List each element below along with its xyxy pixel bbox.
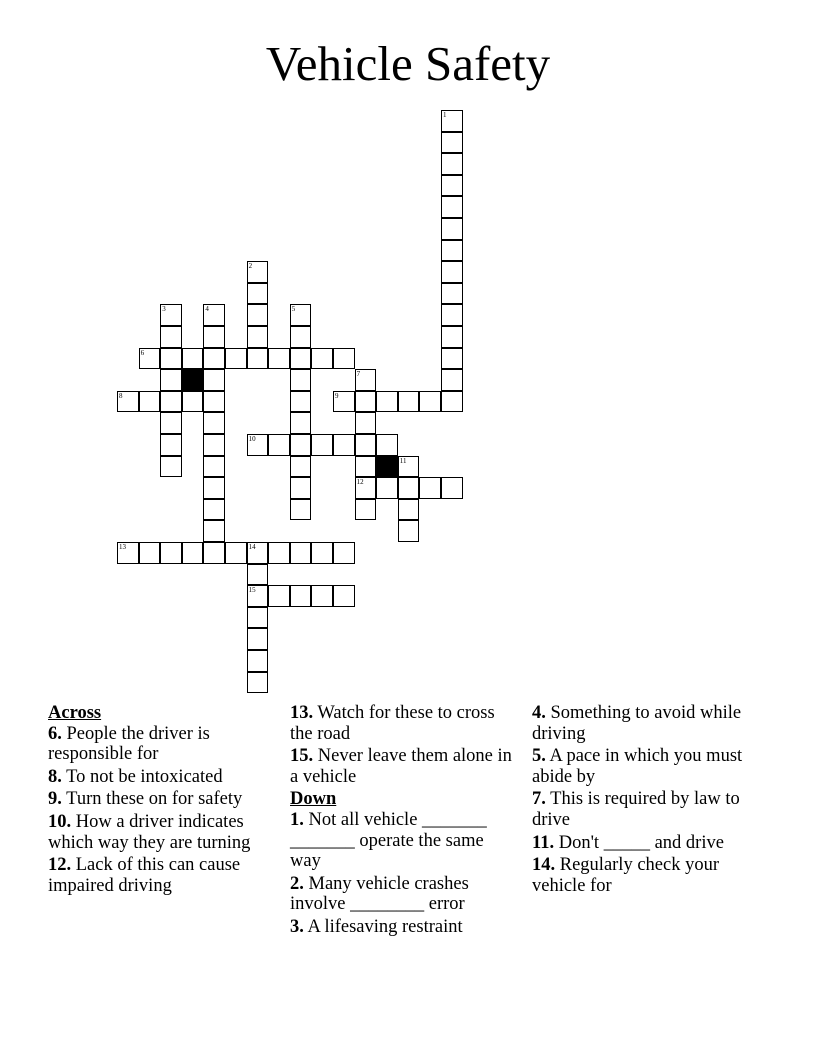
grid-cell[interactable] [333, 585, 355, 607]
cell-number: 1 [443, 111, 447, 119]
grid-cell[interactable] [160, 304, 182, 326]
cell-number: 13 [119, 543, 126, 551]
grid-cell[interactable] [333, 542, 355, 564]
grid-cell[interactable] [441, 218, 463, 240]
clue-item [290, 810, 515, 872]
clue-number: 14. [532, 855, 556, 876]
grid-cell[interactable] [333, 348, 355, 370]
grid-cell[interactable] [311, 434, 333, 456]
clue-number: 15. [290, 746, 314, 767]
grid-cell[interactable] [419, 477, 441, 499]
clue-number: 13. [290, 703, 314, 723]
clue-text: Lack of this can cause impaired driving [48, 855, 241, 896]
clue-item [48, 724, 273, 765]
grid-cell[interactable] [139, 391, 161, 413]
clue-item [48, 789, 273, 810]
grid-cell[interactable] [311, 585, 333, 607]
grid-cell[interactable] [160, 542, 182, 564]
clue-number: 12. [48, 855, 72, 876]
cell-number: 6 [140, 348, 145, 357]
cell-number: 3 [162, 305, 166, 314]
grid-cell[interactable] [203, 434, 225, 456]
grid-cell[interactable] [355, 369, 377, 391]
grid-cell[interactable] [139, 542, 161, 564]
grid-cell[interactable] [182, 391, 204, 413]
cell-number: 12 [356, 478, 364, 487]
cell-number: 8 [119, 391, 123, 400]
grid-cell[interactable] [160, 391, 182, 413]
grid-cell[interactable] [333, 391, 355, 413]
grid-cell[interactable] [290, 304, 312, 326]
clue-text: Many vehicle crashes involve ________ error [290, 873, 469, 915]
clue-item [290, 874, 515, 915]
grid-cell[interactable] [441, 304, 463, 326]
grid-cell[interactable] [355, 412, 377, 434]
clue-text: Regularly check your vehicle for [532, 855, 719, 896]
cell-number: 2 [248, 262, 253, 271]
grid-cell[interactable] [247, 607, 269, 629]
clue-text: Something to avoid while driving [532, 703, 742, 744]
clue-number: 4. [532, 703, 546, 723]
grid-cell[interactable] [355, 499, 377, 521]
clues-column-3 [532, 703, 757, 898]
grid-cell[interactable] [225, 348, 247, 370]
clue-number: 3. [290, 916, 304, 937]
grid-cell[interactable] [203, 477, 225, 499]
grid-cell[interactable] [247, 585, 269, 607]
clue-item [532, 703, 757, 744]
clue-text: A pace in which you must abide by [532, 746, 743, 787]
grid-cell[interactable] [117, 542, 139, 564]
clues-column-1 [48, 703, 273, 898]
grid-cell[interactable] [203, 326, 225, 348]
grid-cell[interactable] [182, 348, 204, 370]
clue-item [532, 746, 757, 787]
clue-text: How a driver indicates which way they are turning [48, 811, 251, 853]
grid-cell[interactable] [117, 391, 139, 413]
down-heading: Down [290, 789, 337, 810]
clue-item [532, 789, 757, 830]
grid-cell[interactable] [355, 434, 377, 456]
grid-cell[interactable] [203, 542, 225, 564]
grid-cell[interactable] [355, 477, 377, 499]
grid-cell[interactable] [160, 456, 182, 478]
grid-cell[interactable] [247, 434, 269, 456]
grid-cell[interactable] [268, 585, 290, 607]
clue-item [48, 767, 273, 788]
cell-number: 9 [335, 391, 339, 400]
clue-number: 5. [532, 746, 546, 767]
grid-cell[interactable] [225, 542, 247, 564]
clue-item [48, 855, 273, 896]
grid-cell[interactable] [376, 434, 398, 456]
grid-cell[interactable] [203, 499, 225, 521]
clue-text: Watch for these to cross the road [290, 703, 495, 744]
clue-text: This is required by law to drive [532, 789, 740, 830]
grid-cell[interactable] [441, 196, 463, 218]
grid-cell[interactable] [247, 326, 269, 348]
clue-number: 1. [290, 809, 304, 830]
cell-number: 11 [399, 456, 407, 465]
clue-text: Turn these on for safety [66, 789, 243, 810]
grid-cell[interactable] [160, 348, 182, 370]
grid-cell[interactable] [441, 240, 463, 262]
grid-cell[interactable] [203, 456, 225, 478]
black-cell [376, 456, 398, 478]
grid-cell[interactable] [268, 542, 290, 564]
grid-cell[interactable] [160, 412, 182, 434]
grid-cell[interactable] [441, 153, 463, 175]
clue-text: A lifesaving restraint [307, 916, 463, 937]
grid-cell[interactable] [247, 564, 269, 586]
clue-item [290, 703, 515, 744]
grid-cell[interactable] [398, 499, 420, 521]
clue-number: 8. [48, 766, 62, 787]
grid-cell[interactable] [203, 348, 225, 370]
grid-cell[interactable] [290, 348, 312, 370]
grid-cell[interactable] [290, 434, 312, 456]
clue-item [290, 746, 515, 787]
cell-number: 10 [248, 435, 256, 443]
grid-cell[interactable] [247, 542, 269, 564]
grid-cell[interactable] [203, 304, 225, 326]
cell-number: 15 [248, 586, 256, 595]
grid-cell[interactable] [441, 326, 463, 348]
black-cell [182, 369, 204, 391]
grid-cell[interactable] [290, 326, 312, 348]
clues-column-2 [290, 703, 515, 940]
clue-item [48, 812, 273, 853]
grid-cell[interactable] [441, 369, 463, 391]
grid-cell[interactable] [441, 110, 463, 132]
grid-cell[interactable] [398, 520, 420, 542]
clue-number: 6. [48, 723, 62, 744]
grid-cell[interactable] [160, 326, 182, 348]
grid-cell[interactable] [419, 391, 441, 413]
grid-cell[interactable] [247, 348, 269, 370]
grid-cell[interactable] [311, 542, 333, 564]
grid-cell[interactable] [290, 369, 312, 391]
grid-cell[interactable] [247, 304, 269, 326]
grid-cell[interactable] [290, 477, 312, 499]
grid-cell[interactable] [398, 456, 420, 478]
across-heading: Across [48, 703, 102, 723]
clue-text: To not be intoxicated [66, 766, 223, 787]
clue-text: Not all vehicle _______ _______ operate the same way [290, 809, 487, 872]
grid-cell[interactable] [290, 585, 312, 607]
grid-cell[interactable] [247, 650, 269, 672]
grid-cell[interactable] [139, 348, 161, 370]
grid-cell[interactable] [268, 348, 290, 370]
grid-cell[interactable] [203, 412, 225, 434]
grid-cell[interactable] [333, 434, 355, 456]
grid-cell[interactable] [203, 391, 225, 413]
clue-number: 10. [48, 811, 72, 832]
cell-number: 4 [205, 305, 209, 314]
grid-cell[interactable] [441, 348, 463, 370]
page-title: Vehicle Safety [265, 36, 551, 91]
grid-cell[interactable] [441, 261, 463, 283]
grid-cell[interactable] [441, 477, 463, 499]
grid-cell[interactable] [376, 477, 398, 499]
grid-cell[interactable] [398, 477, 420, 499]
clue-number: 9. [48, 789, 62, 810]
grid-cell[interactable] [290, 542, 312, 564]
grid-cell[interactable] [398, 391, 420, 413]
grid-cell[interactable] [247, 283, 269, 305]
grid-cell[interactable] [268, 434, 290, 456]
clue-text: People the driver is responsible for [48, 723, 210, 765]
grid-cell[interactable] [441, 283, 463, 305]
grid-cell[interactable] [355, 391, 377, 413]
clue-text: Don't _____ and drive [558, 832, 724, 853]
grid-cell[interactable] [160, 434, 182, 456]
grid-cell[interactable] [441, 132, 463, 154]
clue-number: 11. [532, 832, 555, 853]
grid-cell[interactable] [441, 175, 463, 197]
clue-item [532, 855, 757, 896]
cell-number: 14 [248, 543, 256, 551]
grid-cell[interactable] [290, 456, 312, 478]
grid-cell[interactable] [376, 391, 398, 413]
grid-cell[interactable] [247, 628, 269, 650]
cell-number: 5 [291, 305, 296, 314]
cell-number: 7 [356, 370, 361, 379]
grid-cell[interactable] [290, 412, 312, 434]
grid-cell[interactable] [311, 348, 333, 370]
grid-cell[interactable] [247, 261, 269, 283]
clue-number: 2. [290, 873, 304, 894]
grid-cell[interactable] [290, 499, 312, 521]
grid-cell[interactable] [441, 391, 463, 413]
grid-cell[interactable] [203, 520, 225, 542]
clue-number: 7. [532, 789, 546, 810]
grid-cell[interactable] [247, 672, 269, 694]
grid-cell[interactable] [355, 456, 377, 478]
grid-cell[interactable] [160, 369, 182, 391]
grid-cell[interactable] [182, 542, 204, 564]
grid-cell[interactable] [290, 391, 312, 413]
grid-cell[interactable] [203, 369, 225, 391]
clue-text: Never leave them alone in a vehicle [290, 746, 512, 787]
clue-item [290, 917, 515, 938]
clue-item [532, 833, 757, 854]
